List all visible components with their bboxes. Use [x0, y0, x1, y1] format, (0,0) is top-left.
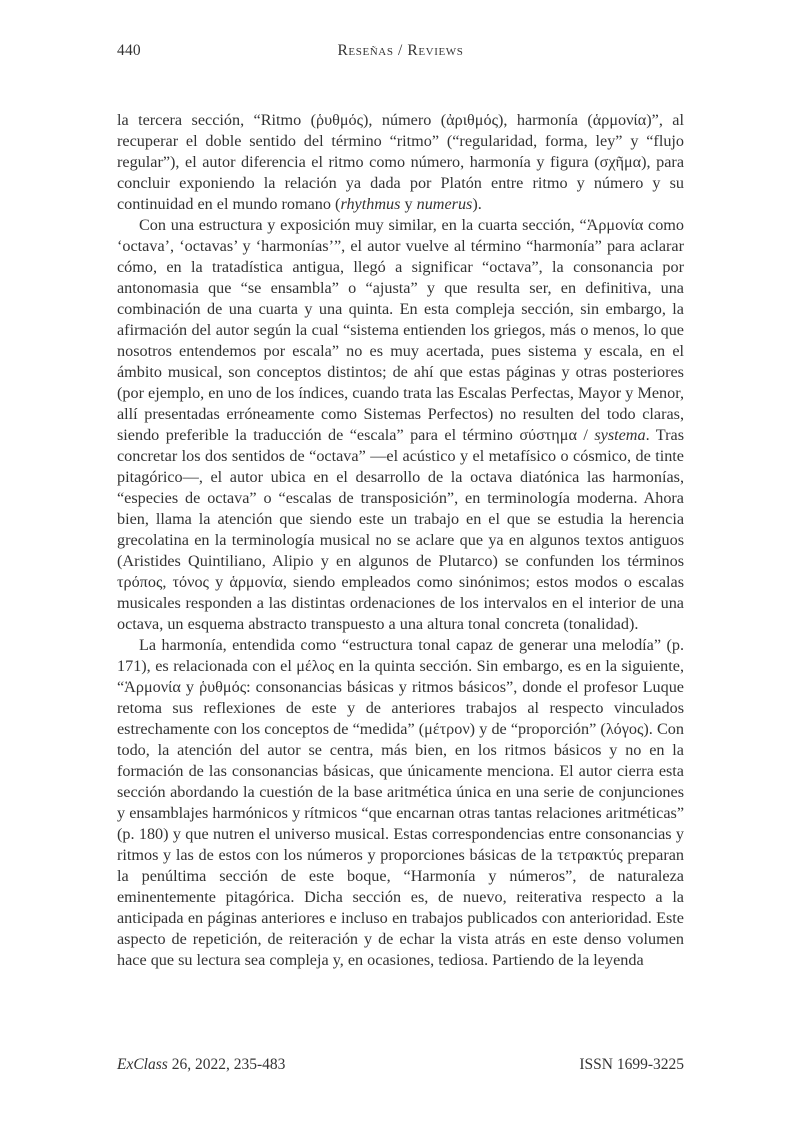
- journal-title: ExClass: [117, 1056, 168, 1073]
- journal-citation: [117, 1056, 285, 1074]
- italic-text-run: numerus: [416, 195, 473, 213]
- text-run: y: [400, 195, 417, 213]
- text-run: . Tras concretar los dos sentidos de “octava” —el acústico y el metafísico o cósmico, de tinte pitagórico—, el autor ubica en el desarrollo de la octava diatónica las harmonías, “especies de octava” o “escalas de transposición”, en terminología moderna. Ahora bien, llama la atención que siendo este un trabajo en el que se estudia la herencia grecolatina en la terminología musical no se aclare que ya en algunos textos antiguos (Aristides Quintiliano, Alipio y en algunos de Plutarco) se confunden los términos τρόπος, τόνος y ἁρμονία, siendo empleados como sinónimos; estos modos o escalas musicales responden a las distintas ordenaciones de los intervalos en el interior de una octava, un esquema abstracto transpuesto a una altura tonal concreta (tonalidad).: [117, 426, 684, 633]
- running-head: Reseñas / Reviews: [337, 42, 464, 59]
- text-run: La harmonía, entendida como “estructura tonal capaz de generar una melodía” (p. 171), es relacionada con el μέλος en la quinta sección. Sin embargo, es en la siguiente, “Ἁρμονία y ῥυθμός: consonancias básicas y ritmos básicos”, donde el profesor Luque retoma sus reflexiones de este y de anteriores trabajos al respecto vinculados estrechamente con los conceptos de “medida” (μέτρον) y de “proporción” (λόγος). Con todo, la atención del autor se centra, más bien, en los ritmos básicos y no en la formación de las consonancias básicas, que únicamente menciona. El autor cierra esta sección abordando la cuestión de la base aritmética única en una serie de conjunciones y ensamblajes harmónicos y rítmicos “que encarnan otras tantas relaciones aritméticas” (p. 180) y que nutren el universo musical. Estas correspondencias entre consonancias y ritmos y las de estos con los números y proporciones básicas de la τετρακτύς preparan la penúltima sección de este boque, “Harmonía y números”, de naturaleza eminentemente pitagórica. Dicha sección es, de nuevo, reiterativa respecto a la anticipada en páginas anteriores e incluso en trabajos publicados con anterioridad. Este aspecto de repetición, de reiteración y de echar la vista atrás en este denso volumen hace que su lectura sea compleja y, en ocasiones, tediosa. Partiendo de la leyenda: [117, 636, 684, 969]
- journal-issue: 26, 2022, 235-483: [167, 1056, 286, 1073]
- page-number: 440: [117, 42, 141, 59]
- text-run: ).: [472, 195, 482, 213]
- issn-label: ISSN 1699-3225: [579, 1056, 684, 1073]
- paragraph: [117, 635, 684, 971]
- paragraph: [117, 110, 684, 215]
- page-footer: [117, 1056, 684, 1076]
- review-body-text: [117, 110, 684, 971]
- text-run: Con una estructura y exposición muy similar, en la cuarta sección, “Ἁρμονία como ‘octava’, ‘octavas’ y ‘harmonías’”, el autor vuelve al término “harmonía” para aclarar cómo, en la tratadística antigua, llegó a significar “octava”, la consonancia por antonomasia que “se ensambla” o “ajusta” y que resulta ser, en definitiva, una combinación de una cuarta y una quinta. En esta compleja sección, sin embargo, la afirmación del autor según la cual “sistema entienden los griegos, más o menos, lo que nosotros entendemos por escala” no es muy acertada, pues sistema y escala, en el ámbito musical, son conceptos distintos; de ahí que estas páginas y otras posteriores (por ejemplo, en uno de los índices, cuando trata las Escalas Perfectas, Mayor y Menor, allí presentadas erróneamente como Sistemas Perfectos) no resulten del todo claras, siendo preferible la traducción de “escala” para el término σύστημα /: [117, 216, 684, 444]
- page-header: [117, 42, 684, 64]
- text-run: la tercera sección, “Ritmo (ῥυθμός), número (ἀριθμός), harmonía (ἁρμονία)”, al recuperar el doble sentido del término “ritmo” (“regularidad, forma, ley” y “flujo regular”), el autor diferencia el ritmo como número, harmonía y figura (σχῆμα), para concluir exponiendo la relación ya dada por Platón entre ritmo y número y su continuidad en el mundo romano (: [117, 111, 684, 213]
- paragraph: [117, 215, 684, 635]
- italic-text-run: systema: [594, 426, 646, 444]
- italic-text-run: rhythmus: [340, 195, 401, 213]
